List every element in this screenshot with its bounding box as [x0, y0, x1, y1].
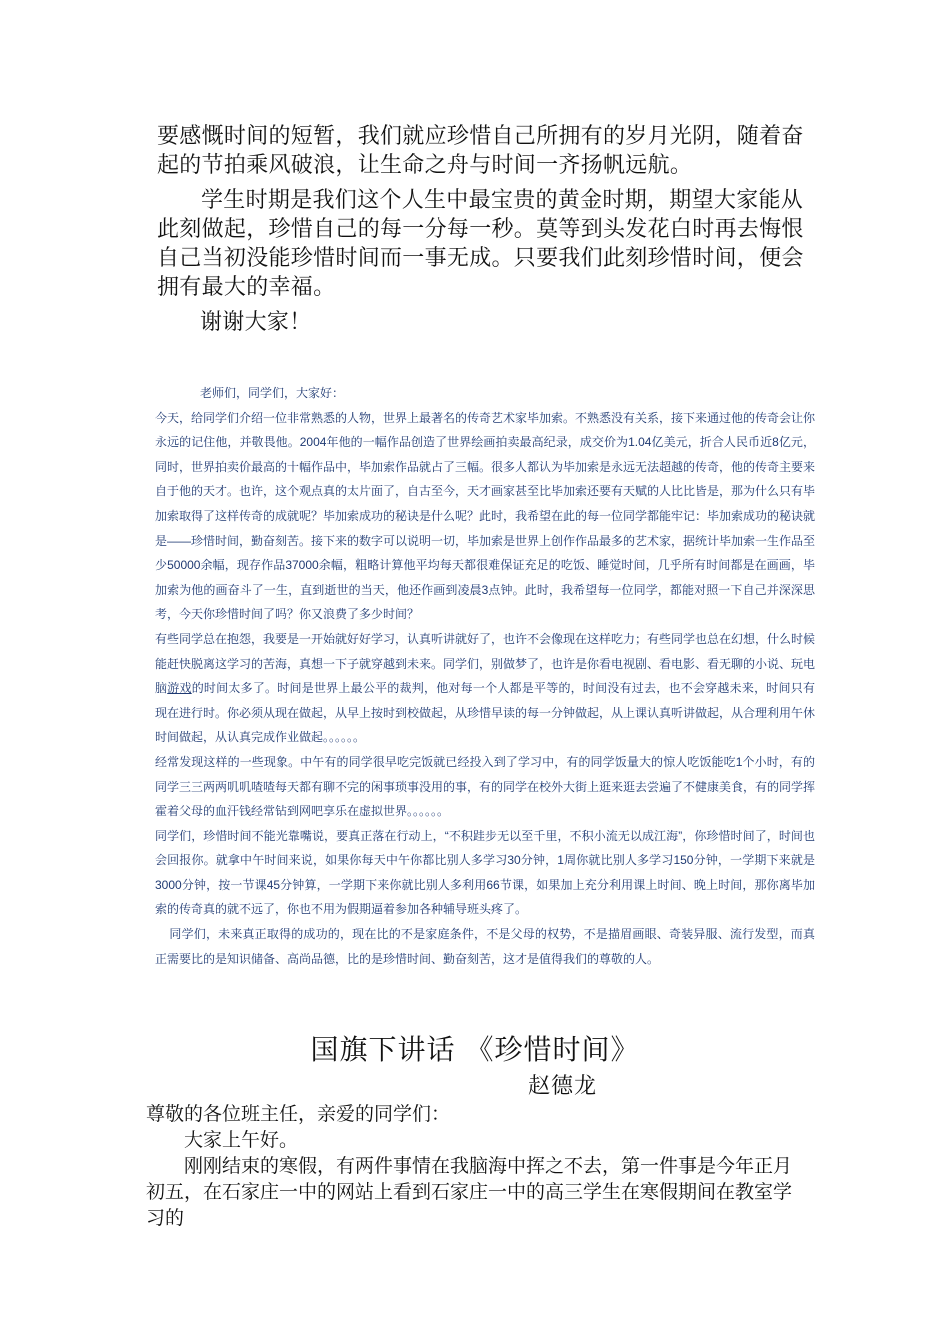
paragraph-text: 的时间太多了。时间是世界上最公平的裁判，他对每一个人都是平等的，时间没有过去，也不会穿越未来，时间只有现在进行时。你必须从现在做起，从早上按时到校做起，从珍惜早读的每一分钟做起，从上课认真听讲做起，从合理利用午休时间做起，从认真完成作业做起。。。。。。	[155, 681, 816, 745]
paragraph: 学生时期是我们这个人生中最宝贵的黄金时期，期望大家能从此刻做起，珍惜自己的每一分每一秒。莫等到头发花白时再去悔恨自己当初没能珍惜时间而一事无成。只要我们此刻珍惜时间，便会拥有最大的幸福。	[157, 188, 804, 300]
picasso-speech-section	[155, 381, 815, 971]
greeting: 大家上午好。	[184, 1129, 299, 1151]
paragraph: 刚刚结束的寒假，有两件事情在我脑海中挥之不去，第一件事是今年正月初五，在石家庄一中的网站上看到石家庄一中的高三学生在寒假期间在教室学习的	[146, 1155, 793, 1229]
paragraph	[155, 627, 815, 750]
speech-author: 赵德龙	[528, 1074, 598, 1099]
paragraph-text: 有些同学总在抱怨，我要是一开始就好好学习，认真听讲就好了，也许不会像现在这样吃力；有些同学也总在幻想，什么时候能赶快脱离这学习的苦海，真想一下子就穿越到未来。同学们，别做梦了，也许是你看电视剧、看电影、看无聊的小说、玩电脑	[155, 631, 816, 696]
paragraph: 经常发现这样的一些现象。中午有的同学很早吃完饭就已经投入到了学习中，有的同学饭量大的惊人吃饭能吃1个小时，有的同学三三两两叽叽喳喳每天都有聊不完的闲事琐事没用的事，有的同学在校外大街上逛来逛去尝遍了不健康美食，有的同学挥霍着父母的血汗钱经常钻到网吧享乐在虚拟世界。。。。。。	[155, 754, 816, 819]
flag-speech-section	[146, 1101, 810, 1231]
speech-title: 国旗下讲话 《珍惜时间》	[310, 1033, 640, 1066]
paragraph: 要感慨时间的短暂，我们就应珍惜自己所拥有的岁月光阴，随着奋起的节拍乘风破浪，让生命之舟与时间一齐扬帆远航。	[157, 124, 804, 178]
speech-greeting: 老师们，同学们，大家好：	[200, 386, 345, 400]
underlined-word: 游戏	[167, 681, 192, 696]
paragraph: 同学们，珍惜时间不能光靠嘴说，要真正落在行动上，“不积跬步无以至千里，不积小流无以成江海”，你珍惜时间了，时间也会回报你。就拿中午时间来说，如果你每天中午你都比别人多学习30分钟，1周你就比别人多学习150分钟，一学期下来就是3000分钟，按一节课45分钟算，一学期下来你就比别人多利用66节课，如果加上充分利用课上时间、晚上时间，那你离毕加索的传奇真的就不远了，你也不用为假期逼着参加各种辅导班头疼了。	[155, 828, 815, 917]
speech-ending-section	[157, 122, 807, 343]
paragraph: 同学们，未来真正取得的成功的，现在比的不是家庭条件，不是父母的权势，不是描眉画眼、奇装异服、流行发型，而真正需要比的是知识储备、高尚品德，比的是珍惜时间、勤奋刻苦，这才是值得我们的尊敬的人。	[155, 927, 815, 966]
paragraph: 今天，给同学们介绍一位非常熟悉的人物，世界上最著名的传奇艺术家毕加索。不熟悉没有关系，接下来通过他的传奇会让你永远的记住他，并敬畏他。2004年他的一幅作品创造了世界绘画拍卖最高纪录，成交价为1.04亿美元，折合人民币近8亿元，同时，世界拍卖价最高的十幅作品中，毕加索作品就占了三幅。很多人都认为毕加索是永远无法超越的传奇，他的传奇主要来自于他的天才。也许，这个观点真的太片面了，自古至今，天才画家甚至比毕加索还要有天赋的人比比皆是，那为什么只有毕加索取得了这样传奇的成就呢？毕加索成功的秘诀是什么呢？此时，我希望在此的每一位同学都能牢记：毕加索成功的秘诀就是——珍惜时间，勤奋刻苦。接下来的数字可以说明一切，毕加索是世界上创作作品最多的艺术家，据统计毕加索一生作品至少50000余幅，现存作品37000余幅，粗略计算他平均每天都很难保证充足的吃饭、睡觉时间，几乎所有时间都是在画画，毕加索为他的画奋斗了一生，直到逝世的当天，他还作画到凌晨3点钟。此时，我希望每一位同学，都能对照一下自己并深深思考，今天你珍惜时间了吗？你又浪费了多少时间？	[155, 410, 816, 622]
salutation: 尊敬的各位班主任，亲爱的同学们：	[146, 1103, 451, 1125]
closing-thanks: 谢谢大家！	[200, 310, 312, 335]
